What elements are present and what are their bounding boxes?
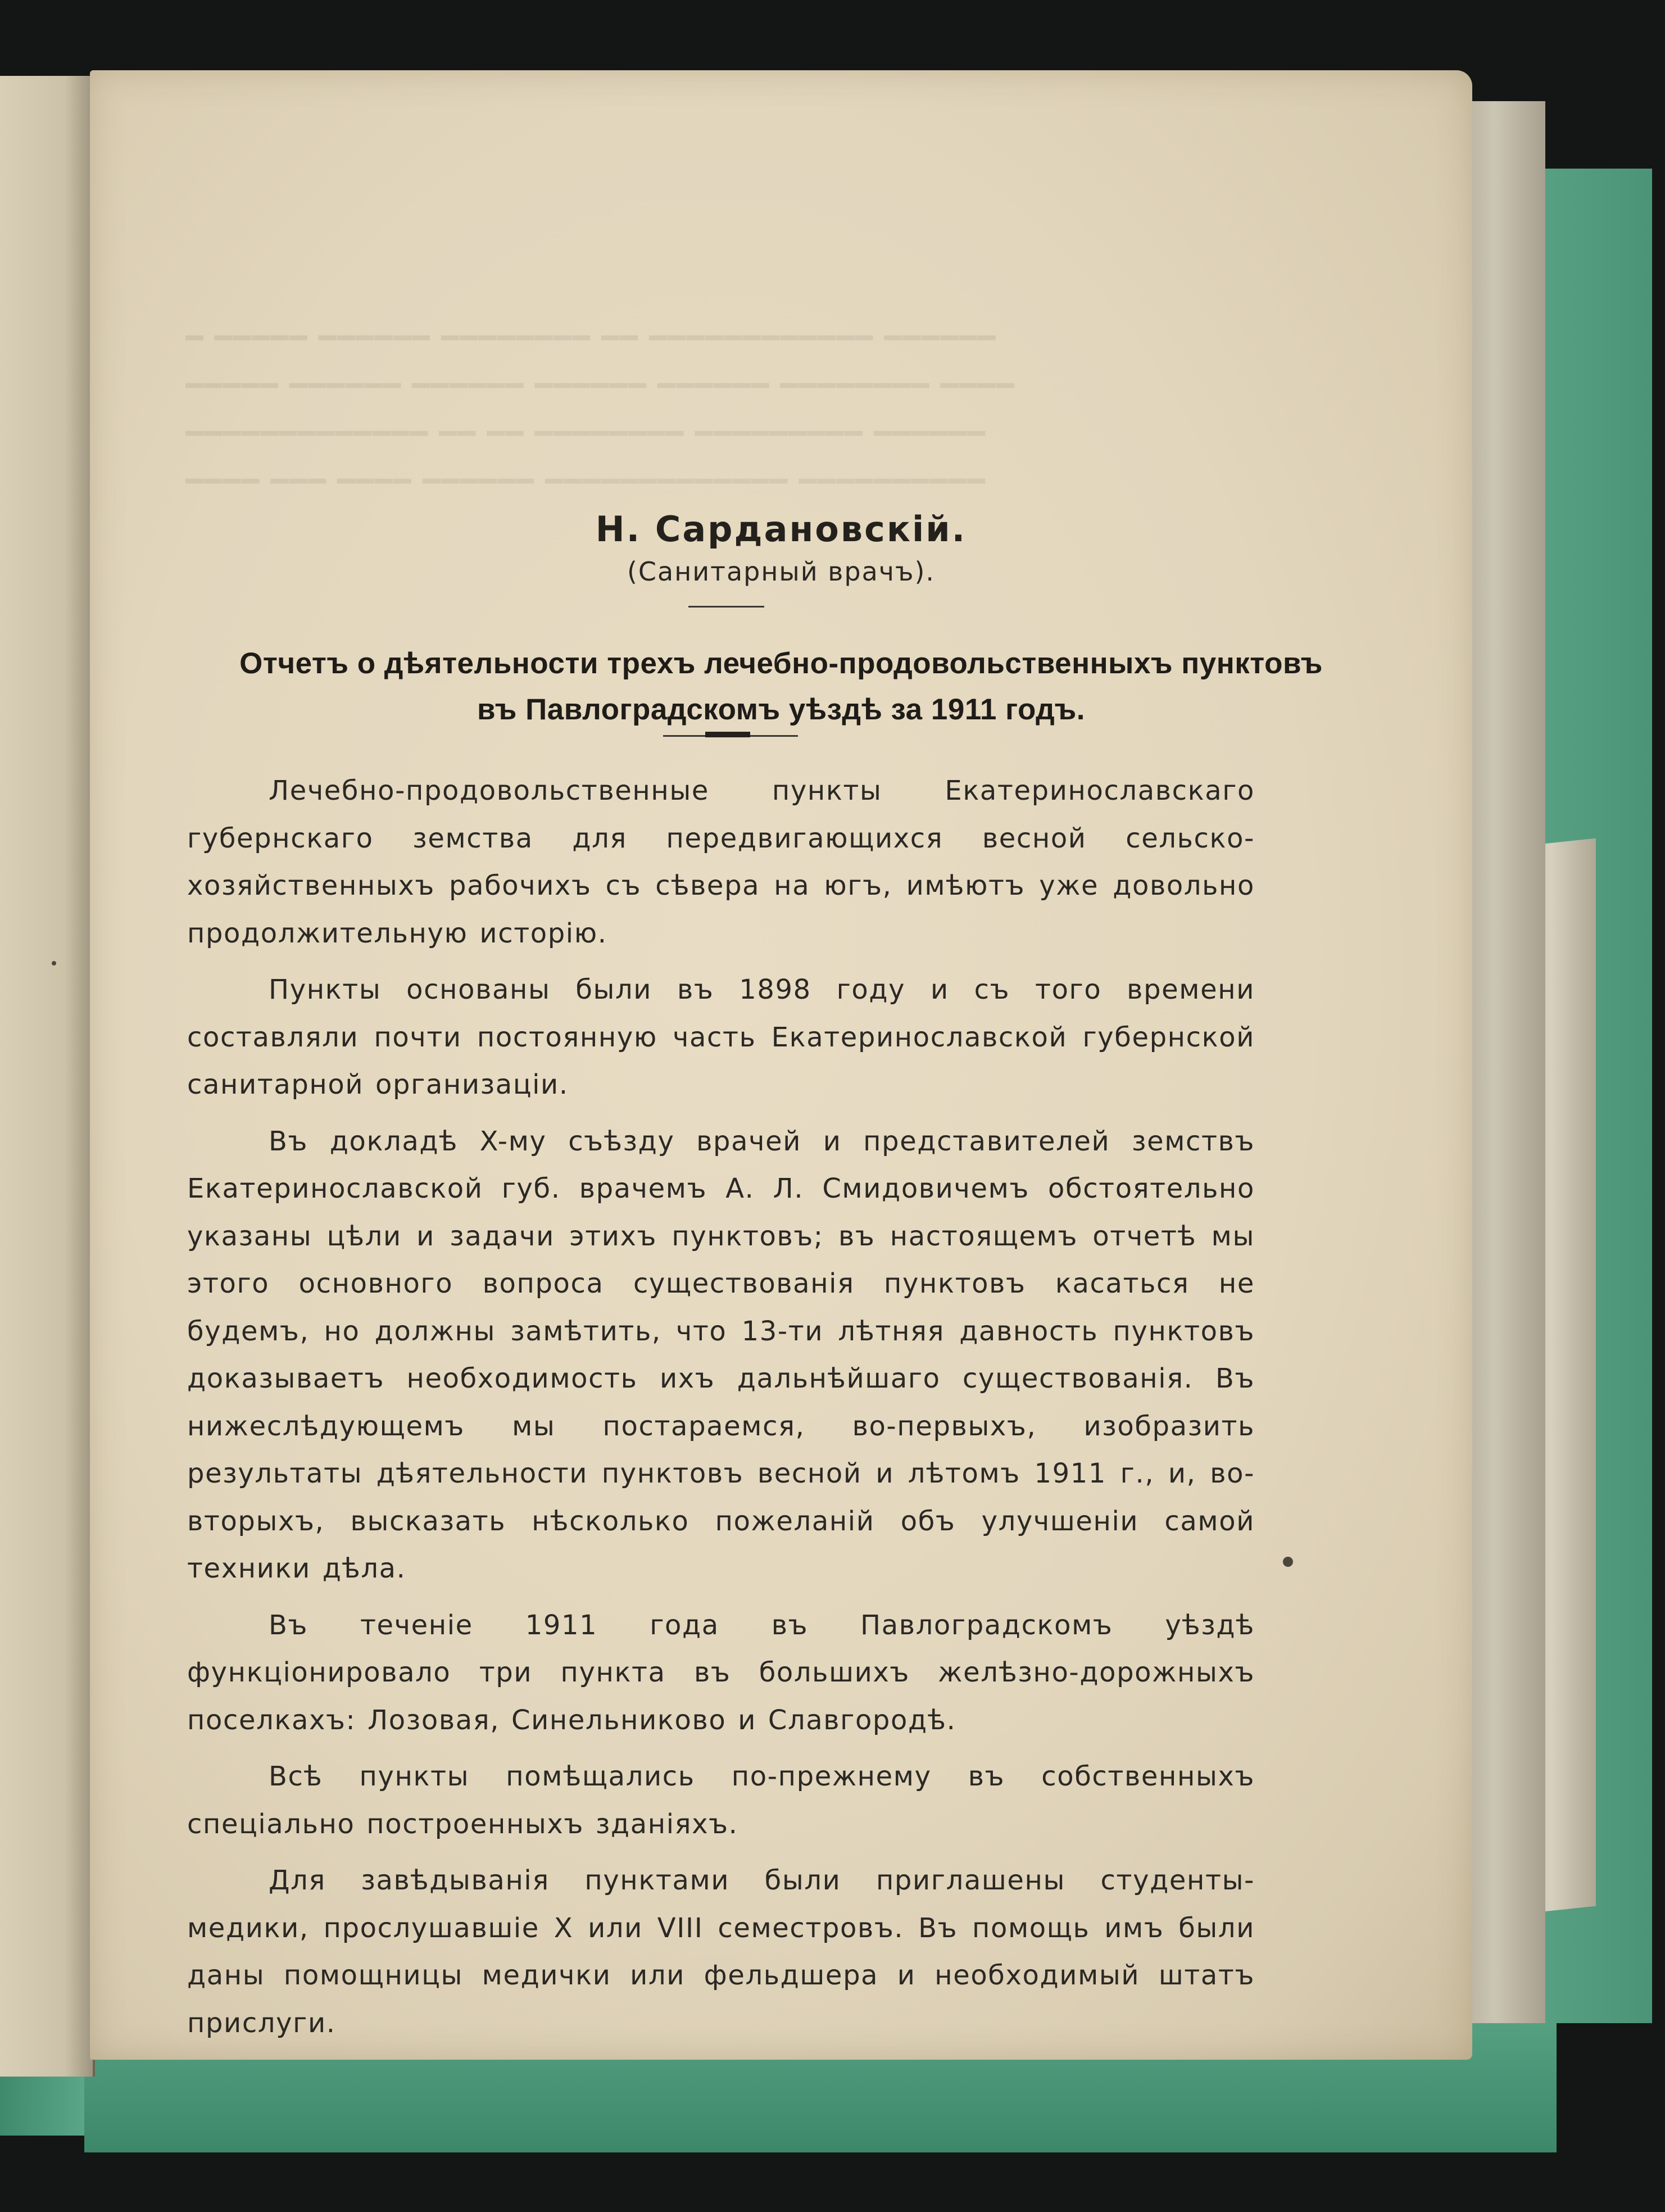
- author-name: Н. Сардановскій.: [595, 509, 967, 550]
- divider-rule: [688, 606, 764, 608]
- report-title-line-1: Отчетъ о дѣятельности трехъ лечебно-продовольственныхъ пунктовъ: [239, 647, 1323, 680]
- author-role: (Санитарный врачъ).: [627, 556, 936, 587]
- dust-spot: [52, 961, 56, 966]
- report-title-line-2: въ Павлоградскомъ уѣздѣ за 1911 годъ.: [477, 693, 1085, 726]
- divider-rule-ornament: [705, 732, 750, 737]
- bleed-through-line: ━━━━━━━━━━━━━ ━━ ━━ ━━━━━━━━ ━━━━━━━━━ ━━━━━━: [185, 417, 986, 451]
- paragraph: Лечебно-продовольственные пункты Екатеринославскаго губернскаго земства для передвигающихся весной сельско-хозяйственныхъ рабочихъ съ сѣвера на югъ, имѣютъ уже довольно продолжительную исторію.: [187, 775, 1255, 949]
- body-text: [187, 767, 1255, 2056]
- report-title: [90, 641, 1472, 733]
- page-edges: [1461, 101, 1545, 2023]
- left-facing-page: [0, 76, 95, 2077]
- paragraph: Въ докладѣ X-му съѣзду врачей и представителей земствъ Екатеринославской губ. врачемъ А. Л. Смидовичемъ обстоятельно указаны цѣли и задачи этихъ пунктовъ; въ настоящемъ отчетѣ мы этого основного вопроса существованія пунктовъ касаться не будемъ, но должны замѣтить, что 13-ти лѣтняя давность пунктовъ доказываетъ необходимость ихъ дальнѣйшаго существованія. Въ нижеслѣдующемъ мы постараемся, во-первыхъ, изобразить результаты дѣятельности пунктовъ весной и лѣтомъ 1911 г., и, во-вторыхъ, высказать нѣсколько пожеланій объ улучшеніи самой техники дѣла.: [187, 1125, 1255, 1584]
- paragraph: Въ теченіе 1911 года въ Павлоградскомъ уѣздѣ функціонировало три пункта въ большихъ желѣзно-дорожныхъ поселкахъ: Лозовая, Синельниково и Славгородѣ.: [187, 1609, 1255, 1736]
- paragraph: Всѣ пункты помѣщались по-прежнему въ собственныхъ спеціально построенныхъ зданіяхъ.: [187, 1761, 1255, 1840]
- paragraph: Для завѣдыванія пунктами были приглашены студенты-медики, прослушавшіе X или VIII семестровъ. Въ помощь имъ были даны помощницы медички или фельдшера и необходимый штатъ прислуги.: [187, 1865, 1255, 2039]
- bleed-through-line: ━━━━━ ━━━━━━ ━━━━━━ ━━━━━━ ━━━━━━ ━━━━━━━━ ━━━━: [185, 369, 1015, 403]
- bleed-through-line: ━ ━━━━━ ━━━━━━ ━━━━━━━━ ━━ ━━━━━━━━━━━━ ━━━━━━: [185, 321, 997, 355]
- paragraph: Пункты основаны были въ 1898 году и съ того времени составляли почти постоянную часть Екатеринославской губернской санитарной организаціи.: [187, 974, 1255, 1100]
- dust-spot: [1283, 1557, 1293, 1567]
- bleed-through-line: ━━━━ ━━━ ━━━━ ━━━━━━ ━━━━━━━━━━━━━ ━━━━━━━━━━: [185, 465, 986, 498]
